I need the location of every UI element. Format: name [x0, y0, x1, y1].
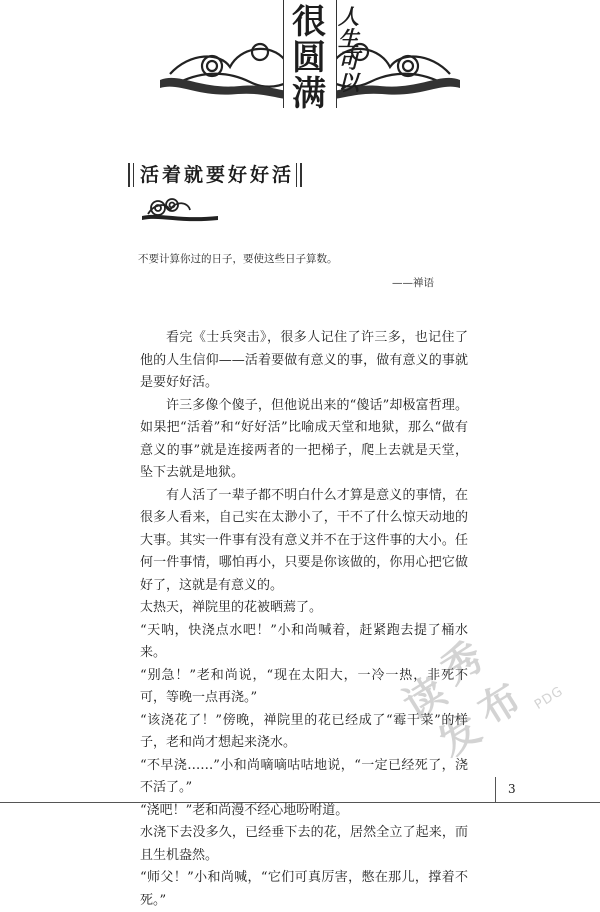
footer-divider	[495, 777, 496, 802]
paragraph: 看完《士兵突击》，很多人记住了许三多，也记住了他的人生信仰——活着要做有意义的事，做有意义的事就是要好好活。	[140, 330, 468, 390]
paragraph: “天呐，快浇点水吧！”小和尚喊着，赶紧跑去提了桶水来。	[140, 622, 468, 660]
watermark-char: 发	[430, 704, 490, 766]
paragraph: “浇吧！”老和尚漫不经心地吩咐道。	[140, 802, 349, 818]
epigraph-text: 不要计算你过的日子，要使这些日子算数。	[138, 253, 338, 265]
paragraph: “不早浇……”小和尚嘀嘀咕咕地说，“一定已经死了，浇不活了。”	[140, 757, 468, 795]
footer-rule	[0, 802, 600, 803]
paragraph: “师父！”小和尚喊，“它们可真厉害，憋在那儿，撑着不死。”	[140, 870, 468, 908]
paragraph: 有人活了一辈子都不明白什么才算是意义的事情，在很多人看来，自己实在太渺小了，干不了什么惊天动地的大事。其实一件事有没有意义并不在于这件事的大小。任何一件事情，哪怕再小，只要是你该做的，你用心把它做好了，这就是有意义的。	[140, 487, 468, 593]
epigraph-source: ——禅语	[392, 277, 434, 289]
watermark-char: 布	[470, 674, 529, 736]
book-title-side: 人 生 可 以	[338, 4, 359, 95]
paragraph: “别急！”老和尚说，“现在太阳大，一冷一热，非死不可，等晚一点再浇。”	[140, 667, 468, 705]
watermark-char: 读	[395, 667, 455, 729]
paragraph: “该浇花了！”傍晚，禅院里的花已经成了“霉干菜”的样子，老和尚才想起来浇水。	[140, 712, 468, 750]
paragraph: 太热天，禅院里的花被晒蔫了。	[140, 600, 323, 615]
watermark-char: 秀	[432, 632, 492, 694]
book-title-main: 很 圆 满	[292, 2, 326, 114]
body-text	[140, 327, 468, 912]
small-cloud-icon	[140, 196, 220, 224]
section-title: 活着就要好好活	[128, 163, 302, 187]
paragraph: 许三多像个傻子，但他说出来的“傻话”却极富哲理。如果把“活着”和“好好活”比喻成天堂和地狱，那么“做有意义的事”就是连接两者的一把梯子，爬上去就是天堂，坠下去就是地狱。	[140, 397, 468, 480]
page-number: 3	[508, 782, 516, 796]
watermark-pdg: PDG	[532, 683, 567, 713]
paragraph: 水浇下去没多久，已经垂下去的花，居然全立了起来，而且生机盎然。	[140, 825, 468, 863]
